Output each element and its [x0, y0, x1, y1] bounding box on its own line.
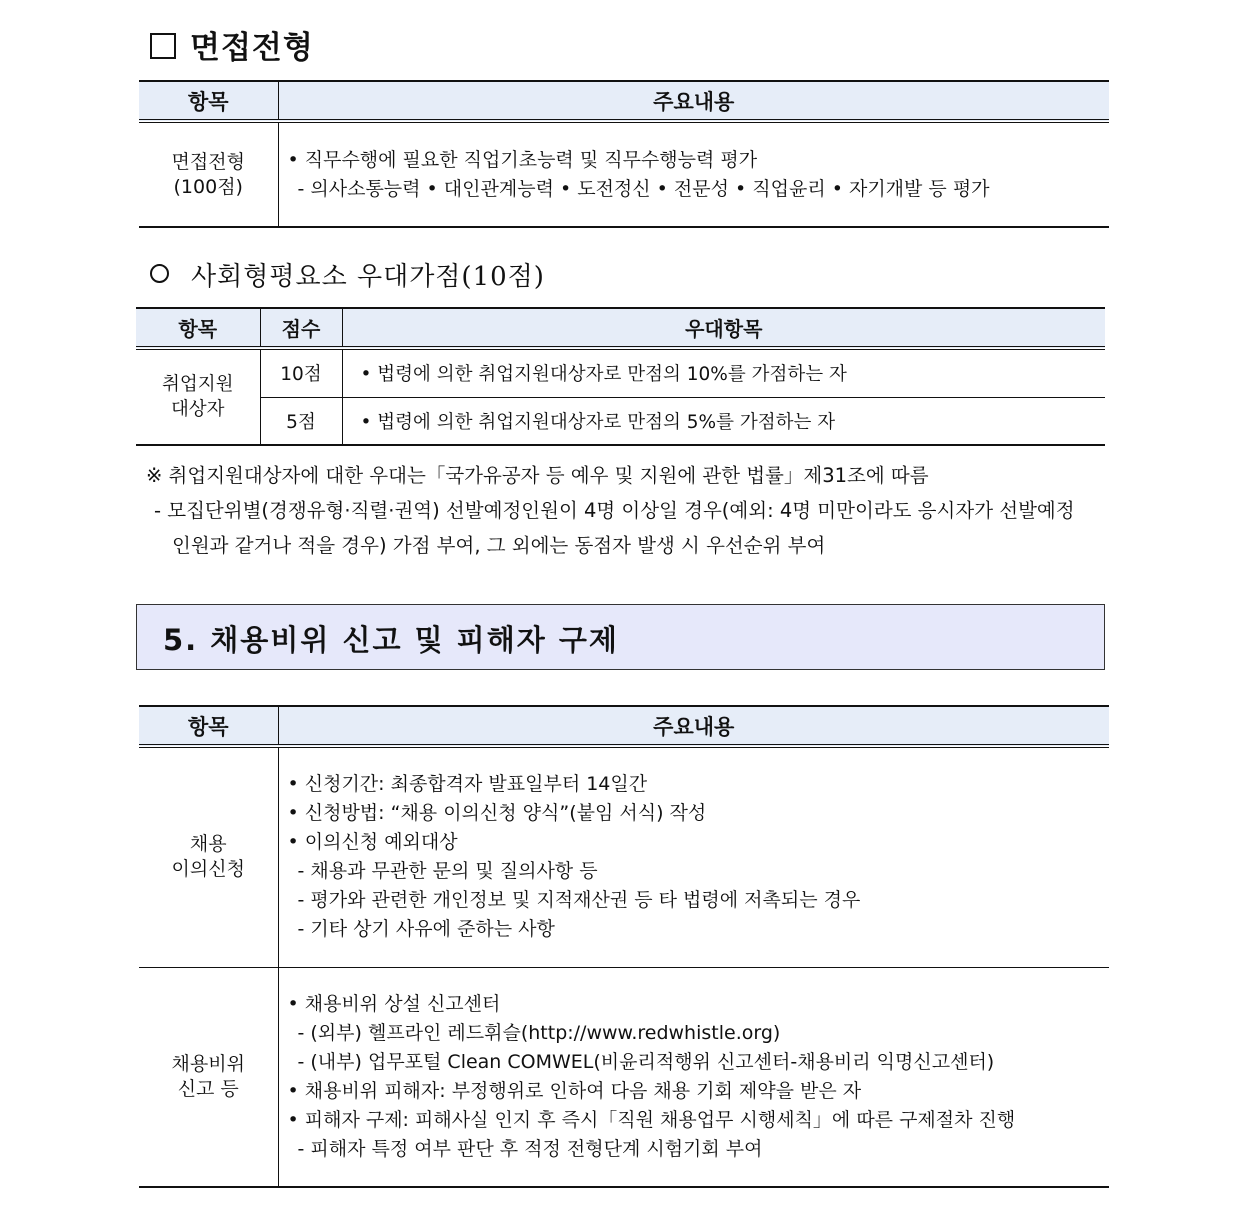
table-header-row [139, 81, 1109, 121]
header-score: 점수 [260, 308, 342, 348]
section5-table [139, 705, 1109, 1188]
row-label: 채용 이의신청 [139, 746, 278, 967]
row-category: 취업지원 대상자 [136, 348, 260, 445]
row-content: • 채용비위 상설 신고센터 - (외부) 헬프라인 레드휘슬(http://www.redwhistle.org) - (내부) 업무포털 Clean COMWEL(비윤리적행위 신고센터-채용비리 익명신고센터) • 채용비위 피해자: 부정행위로 인하여 다음 채용 기회 제약을 받은 자 • 피해자 구제: 피해사실 인지 후 즉시「직원 채용업무 시행세칙」에 따른 구제절차 진행 - 피해자 특정 여부 판단 후 적정 전형단계 시험기회 부여 [278, 967, 1109, 1187]
section-title: 5. 채용비위 신고 및 피해자 구제 [163, 623, 619, 657]
row-score: 10점 [260, 348, 342, 397]
note-line: 인원과 같거나 적을 경우) 가점 부여, 그 외에는 동점자 발생 시 우선순위 부여 [172, 534, 826, 557]
header-content: 주요내용 [278, 81, 1109, 121]
interview-heading: 면접전형 [150, 22, 314, 67]
row-score: 5점 [260, 397, 342, 445]
row-label: 면접전형 (100점) [139, 121, 278, 227]
bonus-notes [146, 458, 1075, 563]
table-row [139, 121, 1109, 227]
table-row [136, 397, 1105, 445]
header-item: 항목 [136, 308, 260, 348]
header-bonus-item: 우대항목 [342, 308, 1105, 348]
section-title-banner [136, 604, 1105, 670]
note-line: ※ 취업지원대상자에 대한 우대는「국가유공자 등 예우 및 지원에 관한 법률」제31조에 따름 [146, 464, 929, 487]
bonus-heading: 사회형평요소 우대가점(10점) [150, 256, 545, 293]
table-header-row [136, 308, 1105, 348]
row-label: 채용비위 신고 등 [139, 967, 278, 1187]
row-content: • 직무수행에 필요한 직업기초능력 및 직무수행능력 평가 - 의사소통능력 • 대인관계능력 • 도전정신 • 전문성 • 직업윤리 • 자기개발 등 평가 [278, 121, 1109, 227]
circle-bullet-icon [150, 264, 169, 283]
checkbox-square-icon [150, 33, 176, 59]
table-row [139, 746, 1109, 967]
row-text: • 법령에 의한 취업지원대상자로 만점의 5%를 가점하는 자 [342, 397, 1105, 445]
table-header-row [139, 706, 1109, 746]
header-content: 주요내용 [278, 706, 1109, 746]
header-item: 항목 [139, 706, 278, 746]
header-item: 항목 [139, 81, 278, 121]
bonus-table [136, 307, 1105, 446]
table-row [139, 967, 1109, 1187]
table-row [136, 348, 1105, 397]
interview-table [139, 80, 1109, 228]
note-line: - 모집단위별(경쟁유형·직렬·권역) 선발예정인원이 4명 이상일 경우(예외: 4명 미만이라도 응시자가 선발예정 [154, 499, 1075, 522]
row-content: • 신청기간: 최종합격자 발표일부터 14일간 • 신청방법: “채용 이의신청 양식”(붙임 서식) 작성 • 이의신청 예외대상 - 채용과 무관한 문의 및 질의사항 등 - 평가와 관련한 개인정보 및 지적재산권 등 타 법령에 저촉되는 경우 - 기타 상기 사유에 준하는 사항 [278, 746, 1109, 967]
row-text: • 법령에 의한 취업지원대상자로 만점의 10%를 가점하는 자 [342, 348, 1105, 397]
